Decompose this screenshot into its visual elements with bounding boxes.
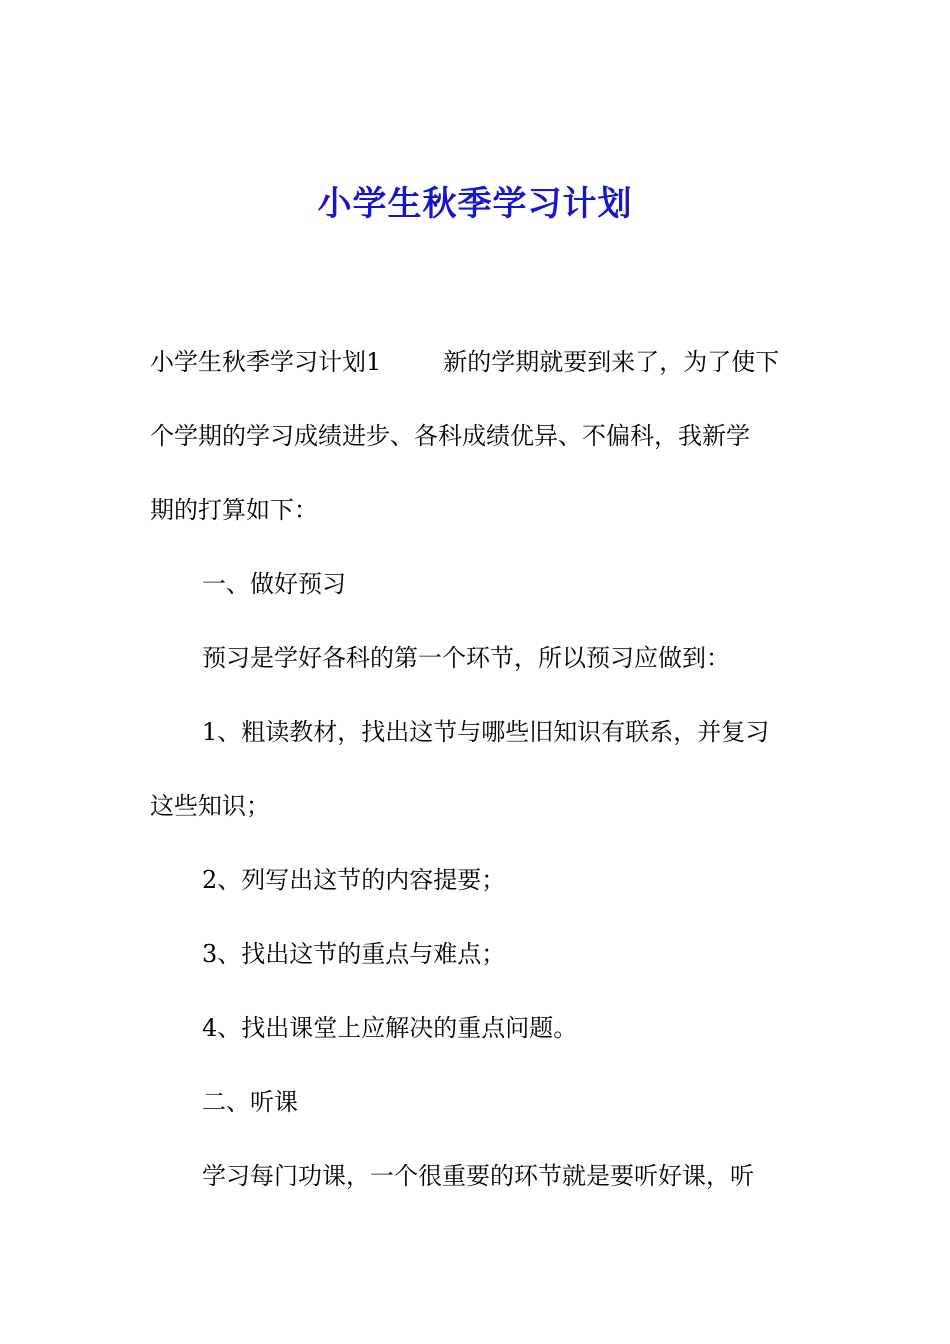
intro-line-3: 期的打算如下：: [150, 496, 318, 524]
list-item-1-continued: 这些知识；: [150, 792, 270, 820]
section-1-paragraph: 预习是学好各科的第一个环节，所以预习应做到：: [202, 644, 730, 672]
document-title: 小学生秋季学习计划: [317, 184, 633, 224]
intro-line-1: [150, 325, 810, 399]
section-2-heading: 二、听课: [202, 1088, 298, 1116]
intro-line-2: 个学期的学习成绩进步、各科成绩优异、不偏科，我新学: [150, 422, 750, 450]
section-2-paragraph: 学习每门功课，一个很重要的环节就是要听好课，听: [202, 1162, 754, 1190]
list-item-3: 3、找出这节的重点与难点；: [202, 940, 506, 968]
section-1-heading: 一、做好预习: [202, 570, 346, 598]
list-item-2: 2、列写出这节的内容提要；: [202, 866, 506, 894]
list-item-1: 1、粗读教材，找出这节与哪些旧知识有联系，并复习: [202, 718, 770, 746]
list-item-4: 4、找出课堂上应解决的重点问题。: [202, 1014, 578, 1042]
intro-heading: 小学生秋季学习计划1: [150, 348, 382, 376]
document-body: [150, 325, 810, 1213]
intro-text: 新的学期就要到来了，为了使下: [443, 348, 780, 376]
